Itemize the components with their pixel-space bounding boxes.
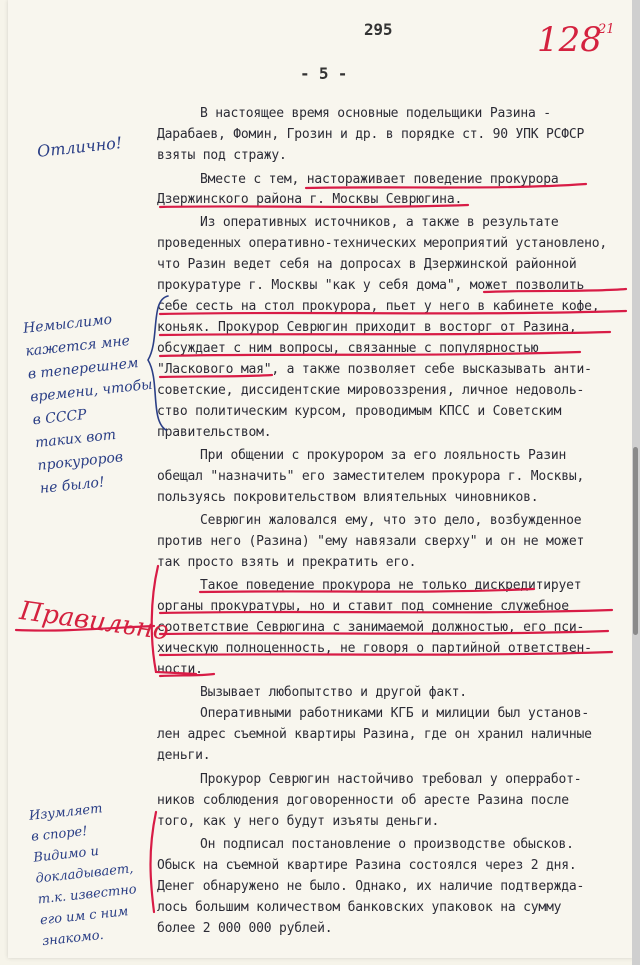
- body-line: В настоящее время основные подельщики Разина -: [200, 106, 551, 121]
- red-underline: [160, 205, 468, 207]
- body-line: деньги.: [157, 748, 211, 763]
- blue-brace: [148, 296, 168, 430]
- red-margin-line: [16, 626, 154, 631]
- body-line: При общении с прокурором за его лояльность Разин: [200, 448, 567, 463]
- red-underline: [160, 375, 272, 377]
- body-line: органы прокуратуры, но и ставит под сомнение служебное: [157, 599, 569, 614]
- red-underline: [160, 352, 580, 356]
- body-line: пользуясь покровительством влиятельных чиновников.: [157, 490, 539, 505]
- margin-note-amazes: Изумляет в споре! Видимо и докладывает, т.к. известно его им с ним знакомо.: [28, 801, 138, 950]
- body-line: лось большим количеством банковских упаковок на сумму: [157, 900, 562, 915]
- body-line: ство политическим курсом, проводимым КПСС и Советским: [157, 404, 562, 419]
- body-line: лен адрес съемной квартиры Разина, где он хранил наличные: [157, 727, 592, 742]
- section-number: - 5 -: [300, 64, 348, 83]
- body-line: что Разин ведет себя на допросах в Дзержинской районной: [157, 257, 577, 272]
- margin-note-unthinkable: Немыслимо кажется мне в теперешнем времени, чтобы в СССР таких вот прокуроров не было!: [22, 311, 154, 498]
- body-line: против него (Разина) "ему навязали сверху" и он не может: [157, 534, 585, 549]
- body-line: хическую полноценность, не говоря о партийной ответствен-: [157, 641, 592, 656]
- red-underline: [160, 610, 612, 613]
- body-line: ников соблюдения договоренности об аресте Разина после: [157, 793, 569, 808]
- page-number: 295: [364, 20, 393, 39]
- body-line: Такое поведение прокурора не только дискредитирует: [200, 578, 582, 593]
- body-line: Вызывает любопытство и другой факт.: [200, 685, 467, 700]
- body-line: более 2 000 000 рублей.: [157, 921, 333, 936]
- body-line: советские, диссидентские мировоззрения, личное недоволь-: [157, 383, 585, 398]
- body-line: взяты под стражу.: [157, 148, 287, 163]
- red-underline: [200, 589, 534, 592]
- body-line: так просто взять и прекратить его.: [157, 555, 417, 570]
- body-line: обсуждает с ним вопросы, связанные с популярностью: [157, 341, 539, 356]
- body-line: прокуратуре г. Москвы "как у себя дома", может позволить: [157, 278, 585, 293]
- body-line: проведенных оперативно-технических мероприятий установлено,: [157, 236, 607, 251]
- red-underline: [306, 184, 586, 188]
- body-line: Из оперативных источников, а также в результате: [200, 215, 559, 230]
- body-line: коньяк. Прокурор Севрюгин приходит в восторг от Разина,: [157, 320, 577, 335]
- red-underline: [160, 311, 626, 314]
- body-line: себе сесть на стол прокурора, пьет у него в кабинете кофе,: [157, 299, 600, 314]
- body-line: Вместе с тем, настораживает поведение прокурора: [200, 172, 559, 187]
- body-line: "Ласкового мая", а также позволяет себе высказывать анти-: [157, 362, 592, 377]
- archive-sub-number: 21: [598, 22, 615, 37]
- margin-note-correct: Правильно: [17, 596, 171, 647]
- red-underline: [160, 652, 612, 655]
- body-line: Дарабаев, Фомин, Грозин и др. в порядке ст. 90 УПК РСФСР: [157, 127, 585, 142]
- body-line: обещал "назначить" его заместителем прокурора г. Москвы,: [157, 469, 585, 484]
- body-line: того, как у него будут изъяты деньги.: [157, 814, 440, 829]
- red-underline: [484, 289, 626, 292]
- red-bracket: [151, 812, 157, 912]
- body-line: Оперативными работниками КГБ и милиции был установ-: [200, 706, 589, 721]
- red-underline: [160, 332, 610, 335]
- margin-note-excellent: Отлично!: [36, 133, 124, 161]
- body-line: правительством.: [157, 425, 272, 440]
- body-line: Прокурор Севрюгин настойчиво требовал у оперработ-: [200, 772, 582, 787]
- archive-number: 128: [537, 20, 602, 60]
- red-underline: [160, 631, 608, 634]
- body-line: Он подписал постановление о производстве обысков.: [200, 837, 574, 852]
- body-line: соответствие Севрюгина с занимаемой должностью, его пси-: [157, 620, 585, 635]
- red-bracket: [152, 566, 196, 674]
- body-line: Дзержинского района г. Москвы Севрюгина.: [157, 192, 463, 207]
- body-line: ности.: [157, 662, 203, 677]
- body-line: Денег обнаружено не было. Однако, их наличие подтвержда-: [157, 879, 585, 894]
- body-line: Севрюгин жаловался ему, что это дело, возбужденное: [200, 513, 582, 528]
- body-line: Обыск на съемной квартире Разина состоялся через 2 дня.: [157, 858, 577, 873]
